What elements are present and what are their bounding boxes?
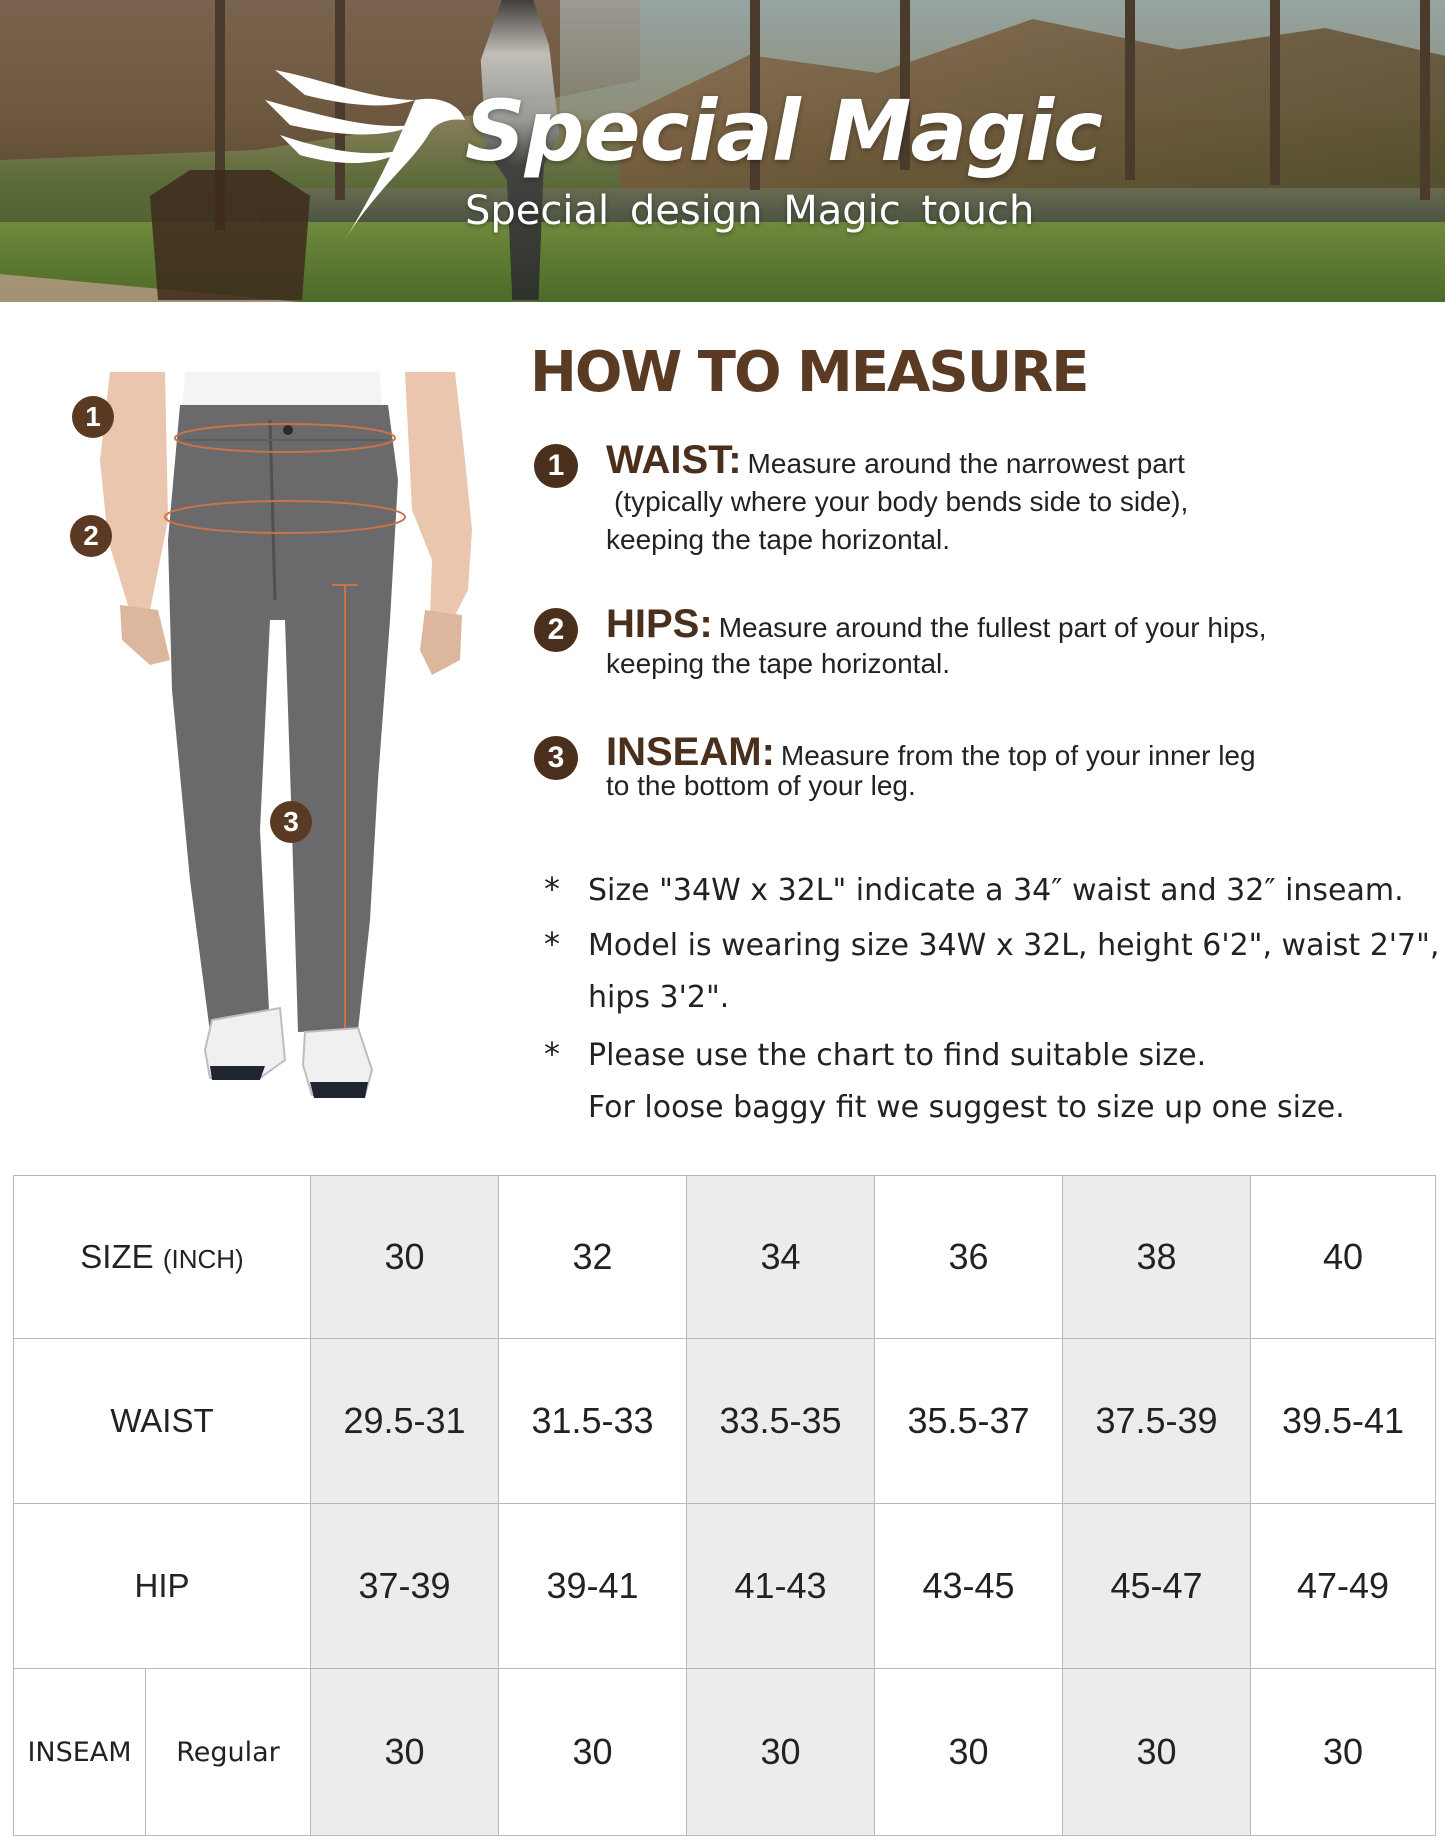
note-item: * Please use the chart to find suitable size.: [544, 1035, 1207, 1073]
hip-marker: 2: [70, 515, 112, 557]
size-cell: 38: [1063, 1176, 1251, 1339]
step-first-line: [606, 730, 1256, 775]
hip-cell: 45-47: [1063, 1504, 1251, 1669]
note-item: * Size "34W x 32L" indicate a 34″ waist and 32″ inseam.: [544, 870, 1404, 908]
inseam-cell: 30: [875, 1669, 1063, 1836]
palm-trunk: [1420, 0, 1430, 200]
table-row-inseam: [14, 1669, 1436, 1836]
brand-tagline: Special design Magic touch: [465, 188, 1035, 234]
brand-logo: [265, 40, 1102, 250]
pants-model-figure: [60, 360, 500, 1130]
inseam-cell: 30: [311, 1669, 499, 1836]
palm-trunk: [1125, 0, 1135, 180]
note-item: * Model is wearing size 34W x 32L, height 6'2", waist 2'7",: [544, 925, 1440, 963]
model-illustration: [60, 360, 500, 1130]
inseam-cell: 30: [1063, 1669, 1251, 1836]
inseam-cell: 30: [499, 1669, 687, 1836]
waist-cell: 29.5-31: [311, 1339, 499, 1504]
hero-banner: [0, 0, 1445, 302]
hip-header-cell: HIP: [14, 1504, 311, 1669]
hip-cell: 41-43: [687, 1504, 875, 1669]
brand-name: Special Magic: [465, 82, 1102, 180]
size-chart-table: [13, 1175, 1436, 1836]
size-unit: (INCH): [162, 1244, 244, 1274]
table-row-size: [14, 1176, 1436, 1339]
waist-cell: 39.5-41: [1251, 1339, 1436, 1504]
table-row-hip: [14, 1504, 1436, 1669]
how-to-measure-title: HOW TO MEASURE: [530, 340, 1088, 405]
step-text: (typically where your body bends side to side),: [614, 486, 1189, 517]
asterisk-icon: *: [544, 925, 560, 963]
step-label: WAIST:: [606, 438, 742, 482]
note-continuation: For loose baggy fit we suggest to size up one size.: [588, 1090, 1345, 1125]
waist-cell: 35.5-37: [875, 1339, 1063, 1504]
size-cell: 40: [1251, 1176, 1436, 1339]
waist-cell: 33.5-35: [687, 1339, 875, 1504]
inseam-header-cell: INSEAM: [14, 1669, 146, 1836]
step-number-badge: 3: [534, 736, 578, 780]
step-text: to the bottom of your leg.: [606, 770, 916, 801]
inseam-marker: 3: [270, 801, 312, 843]
asterisk-icon: *: [544, 870, 560, 908]
step-label: INSEAM:: [606, 730, 775, 774]
step-text: Measure around the fullest part of your hips,: [718, 612, 1267, 643]
size-cell: 32: [499, 1176, 687, 1339]
step-text: keeping the tape horizontal.: [606, 524, 951, 555]
step-text: keeping the tape horizontal.: [606, 648, 951, 679]
waist-cell: 31.5-33: [499, 1339, 687, 1504]
step-first-line: [606, 438, 1185, 483]
size-cell: 30: [311, 1176, 499, 1339]
asterisk-icon: *: [544, 1035, 560, 1073]
step-number-badge: 2: [534, 608, 578, 652]
palm-trunk: [1270, 0, 1280, 185]
waist-cell: 37.5-39: [1063, 1339, 1251, 1504]
waist-marker: 1: [72, 396, 114, 438]
waist-header-cell: WAIST: [14, 1339, 311, 1504]
hip-cell: 37-39: [311, 1504, 499, 1669]
size-header-cell: [14, 1176, 311, 1339]
step-text: Measure around the narrowest part: [747, 448, 1185, 479]
size-label: SIZE: [80, 1238, 154, 1275]
hip-cell: 43-45: [875, 1504, 1063, 1669]
inseam-cell: 30: [1251, 1669, 1436, 1836]
bird-logo-icon: [265, 40, 465, 250]
step-first-line: [606, 602, 1267, 647]
note-continuation: hips 3'2".: [588, 980, 730, 1015]
inseam-cell: 30: [687, 1669, 875, 1836]
table-row-waist: [14, 1339, 1436, 1504]
hip-cell: 39-41: [499, 1504, 687, 1669]
step-number-badge: 1: [534, 444, 578, 488]
size-cell: 36: [875, 1176, 1063, 1339]
size-cell: 34: [687, 1176, 875, 1339]
inseam-regular-cell: Regular: [146, 1669, 311, 1836]
step-text: Measure from the top of your inner leg: [780, 740, 1256, 771]
hip-cell: 47-49: [1251, 1504, 1436, 1669]
step-label: HIPS:: [606, 602, 713, 646]
